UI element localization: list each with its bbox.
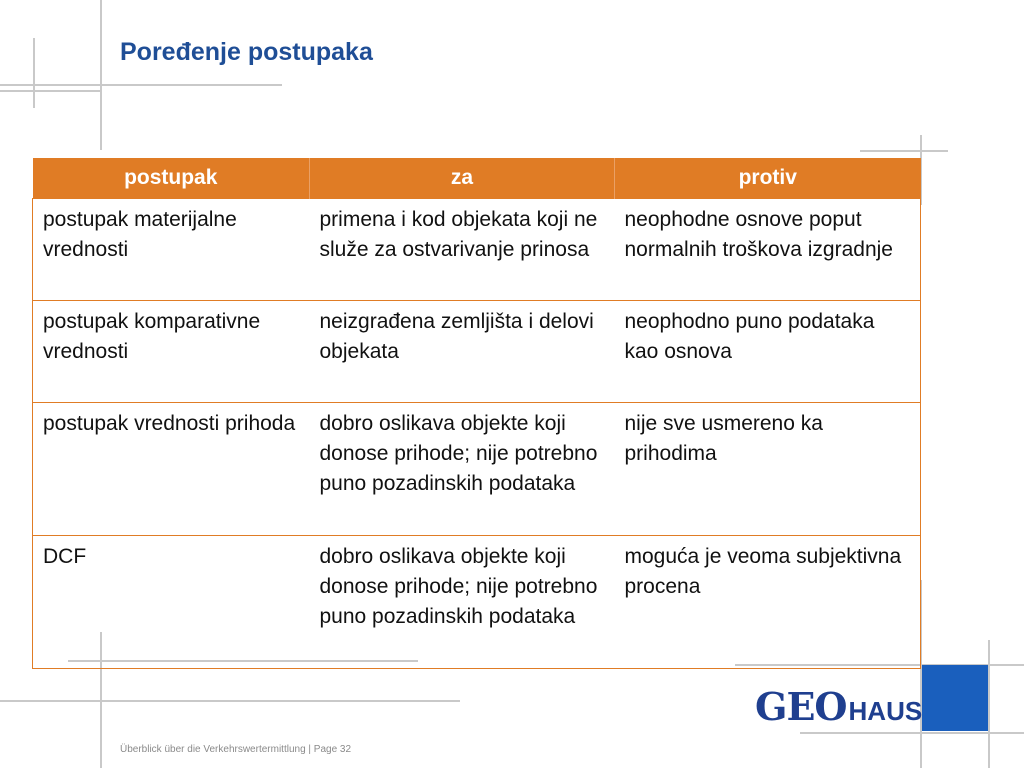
table-cell: neophodne osnove poput normalnih troškova izgradnje: [615, 199, 921, 301]
table-cell: postupak komparativne vrednosti: [33, 301, 310, 403]
table-cell: postupak vrednosti prihoda: [33, 403, 310, 536]
table-cell: neizgrađena zemljišta i delovi objekata: [310, 301, 615, 403]
logo-haus-text: HAUS: [848, 696, 923, 726]
column-header-postupak: postupak: [33, 158, 310, 199]
footer-text: Überblick über die Verkehrswertermittlung | Page 32: [120, 744, 352, 755]
table-row: [33, 536, 921, 669]
grid-line: [100, 0, 102, 150]
table-cell: primena i kod objekata koji ne služe za ostvarivanje prinosa: [310, 199, 615, 301]
grid-line: [0, 84, 282, 86]
grid-line: [860, 150, 948, 152]
column-header-protiv: protiv: [615, 158, 921, 199]
table-row: [33, 403, 921, 536]
table-row: [33, 199, 921, 301]
grid-line: [33, 38, 35, 108]
grid-line: [0, 90, 100, 92]
table-cell: nije sve usmereno ka prihodima: [615, 403, 921, 536]
table-cell: moguća je veoma subjektivna procena: [615, 536, 921, 669]
table-cell: DCF: [33, 536, 310, 669]
table-cell: dobro oslikava objekte koji donose prihode; nije potrebno puno pozadinskih podataka: [310, 403, 615, 536]
comparison-table: [32, 158, 921, 669]
table-cell: neophodno puno podataka kao osnova: [615, 301, 921, 403]
column-header-za: za: [310, 158, 615, 199]
grid-line: [800, 732, 1024, 734]
grid-line: [988, 640, 990, 768]
table-row: [33, 301, 921, 403]
logo-geo-text: GEO: [755, 684, 847, 729]
table-header-row: [33, 158, 921, 199]
geohaus-logo: [755, 678, 923, 729]
grid-line: [0, 700, 460, 702]
brand-accent-box: [922, 665, 988, 731]
page-title: Poređenje postupaka: [120, 38, 373, 66]
table-cell: dobro oslikava objekte koji donose prihode; nije potrebno puno pozadinskih podataka: [310, 536, 615, 669]
table-cell: postupak materijalne vrednosti: [33, 199, 310, 301]
